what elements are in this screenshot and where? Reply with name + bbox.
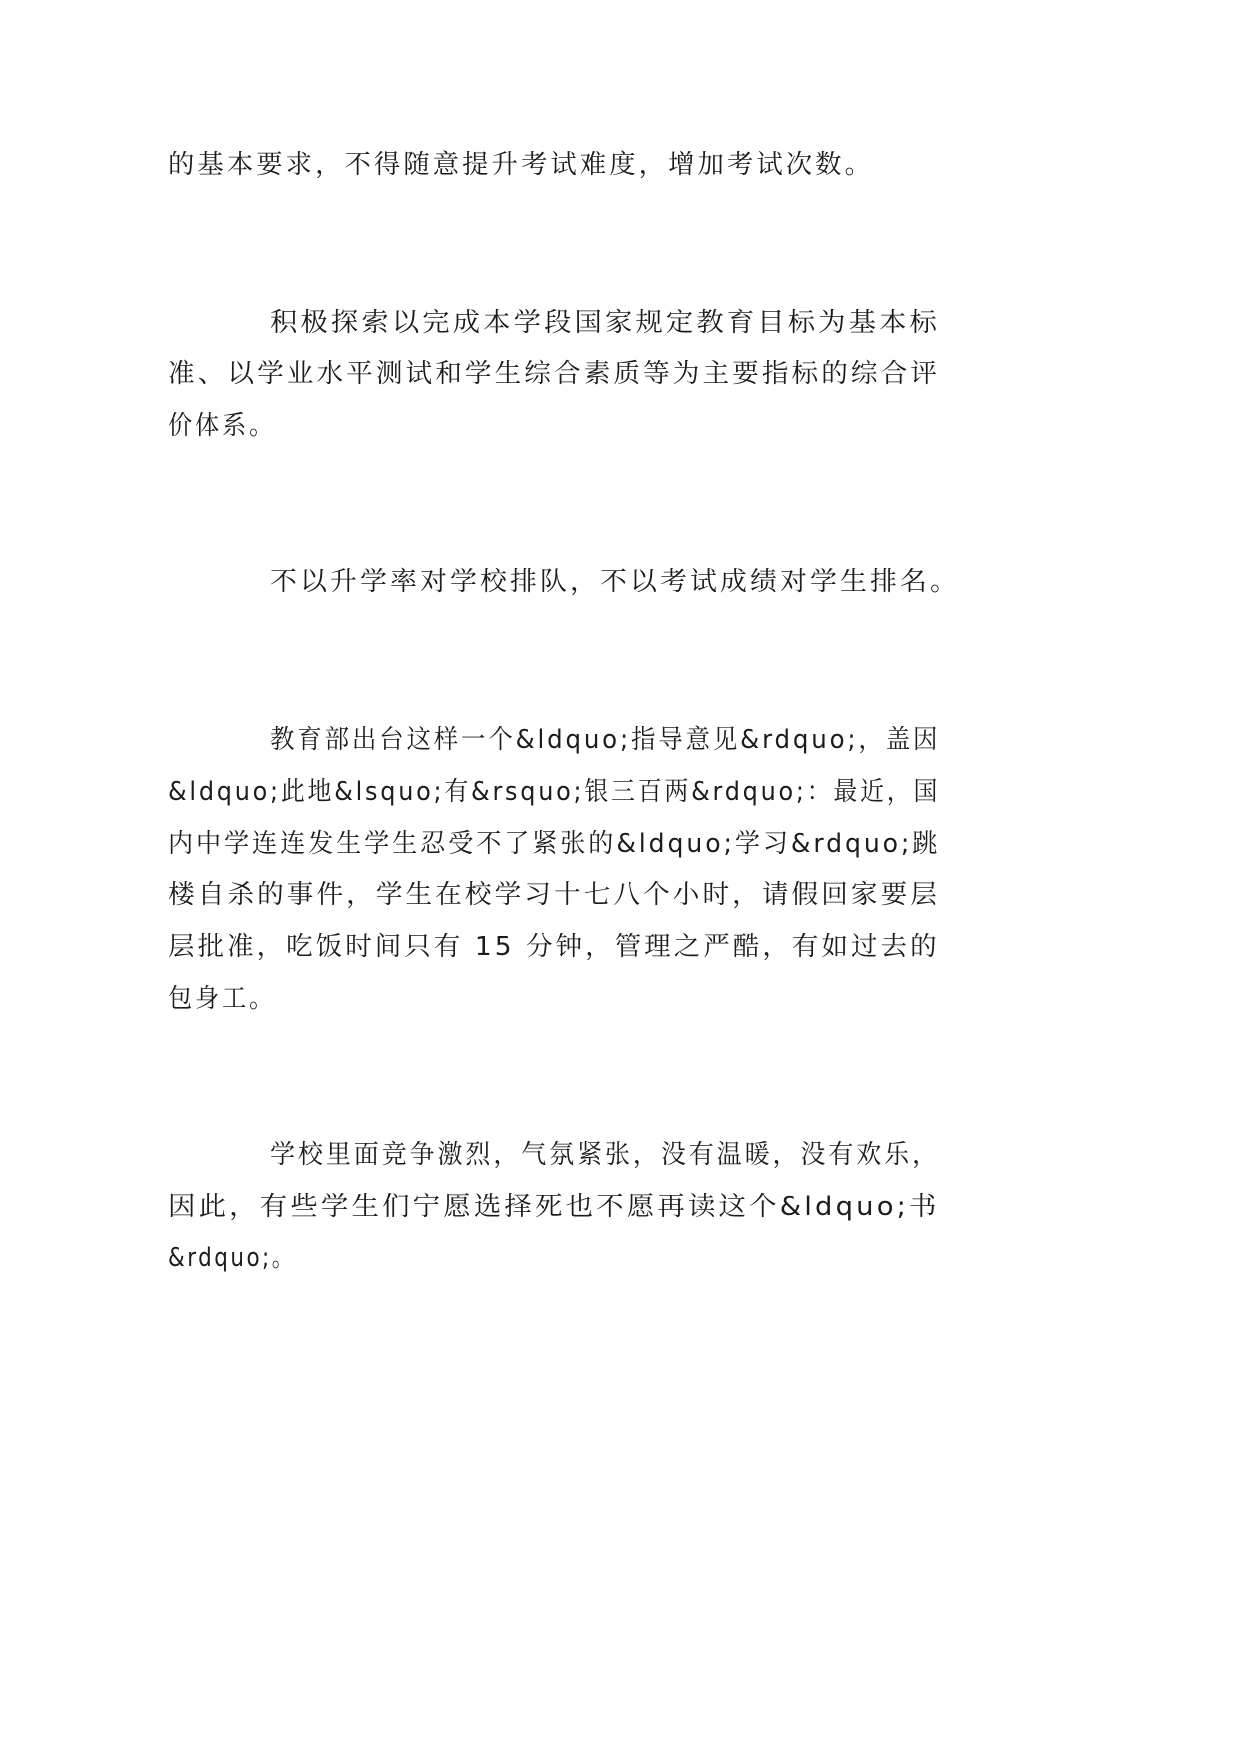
paragraph-line: 内中学连连发生学生忍受不了紧张的&ldquo;学习&rdquo;跳 <box>168 829 941 859</box>
paragraph-line: 层批准，吃饭时间只有 15 分钟，管理之严酷，有如过去的 <box>168 932 940 962</box>
paragraph-line: 学校里面竞争激烈，气氛紧张，没有温暖，没有欢乐， <box>270 1140 941 1170</box>
paragraph-line: 因此，有些学生们宁愿选择死也不愿再读这个&ldquo;书 <box>168 1192 940 1222</box>
paragraph-line: &rdquo;。 <box>168 1243 296 1273</box>
paragraph-line: 不以升学率对学校排队，不以考试成绩对学生排名。 <box>270 567 961 597</box>
paragraph-line: 包身工。 <box>168 984 277 1014</box>
paragraph-line: 的基本要求，不得随意提升考试难度，增加考试次数。 <box>168 150 875 180</box>
paragraph-line: 楼自杀的事件，学生在校学习十七八个小时，请假回家要层 <box>168 880 941 910</box>
paragraph-line: 积极探索以完成本学段国家规定教育目标为基本标 <box>270 308 941 338</box>
paragraph-line: 价体系。 <box>168 411 277 441</box>
paragraph-line: &ldquo;此地&lsquo;有&rsquo;银三百两&rdquo;：最近，国 <box>168 777 941 807</box>
paragraph-line: 教育部出台这样一个&ldquo;指导意见&rdquo;，盖因 <box>270 725 941 755</box>
paragraph-line: 准、以学业水平测试和学生综合素质等为主要指标的综合评 <box>168 359 941 389</box>
